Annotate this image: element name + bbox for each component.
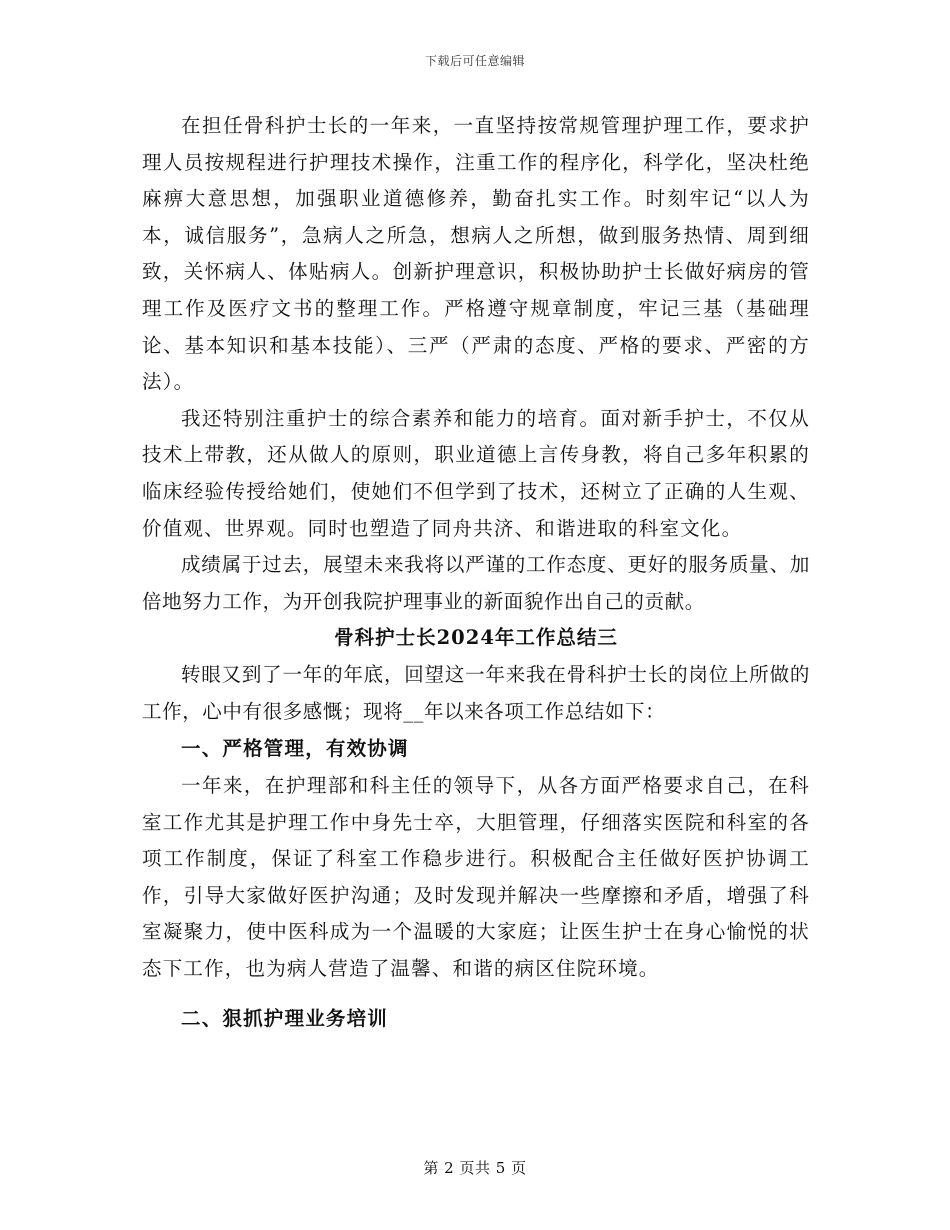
paragraph-4: 转眼又到了一年的年底，回望这一年来我在骨科护士长的岗位上所做的工作，心中有很多感慨；现将__年以来各项工作总结如下： — [142, 662, 810, 723]
paragraph-5: 一年来，在护理部和科主任的领导下，从各方面严格要求自己，在科室工作尤其是护理工作中身先士卒，大胆管理，仔细落实医院和科室的各项工作制度，保证了科室工作稳步进行。积极配合主任做好医护协调工作，引导大家做好医护沟通；及时发现并解决一些摩擦和矛盾，增强了科室凝聚力，使中医科成为一个温暖的大家庭；让医生护士在身心愉悦的状态下工作，也为病人营造了温馨、和谐的病区住院环境。 — [142, 774, 810, 981]
paragraph-1: 在担任骨科护士长的一年来，一直坚持按常规管理护理工作，要求护理人员按规程进行护理技术操作，注重工作的程序化，科学化，坚决杜绝麻痹大意思想，加强职业道德修养，勤奋扎实工作。时刻牢记“以人为本，诚信服务”，急病人之所急，想病人之所想，做到服务热情、周到细致，关怀病人、体贴病人。创新护理意识，积极协助护士长做好病房的管理工作及医疗文书的整理工作。严格遵守规章制度，牢记三基（基础理论、基本知识和基本技能）、三严（严肃的态度、严格的要求、严密的方法）。 — [142, 114, 810, 394]
document-body — [142, 108, 810, 1038]
heading-1: 一、严格管理，有效协调 — [181, 737, 409, 761]
paragraph-3: 成绩属于过去，展望未来我将以严谨的工作态度、更好的服务质量、加倍地努力工作，为开创我院护理事业的新面貌作出自己的贡献。 — [142, 553, 810, 613]
heading-2: 二、狠抓护理业务培训 — [181, 1006, 389, 1030]
page-number: 第 2 页共 5 页 — [423, 1159, 527, 1177]
page-header: 下载后可任意编辑 — [424, 54, 525, 68]
section-title: 骨科护士长2024年工作总结三 — [334, 626, 618, 650]
paragraph-2: 我还特别注重护士的综合素养和能力的培育。面对新手护士，不仅从技术上带教，还从做人的原则，职业道德上言传身教，将自己多年积累的临床经验传授给她们，使她们不但学到了技术，还树立了正确的人生观、价值观、世界观。同时也塑造了同舟共济、和谐进取的科室文化。 — [142, 406, 810, 540]
